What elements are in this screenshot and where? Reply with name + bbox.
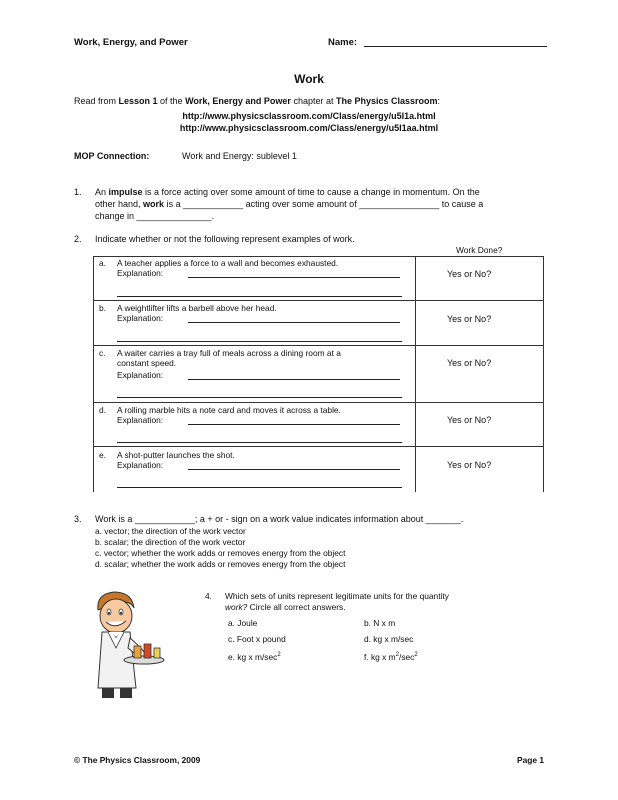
explanation-label: Explanation: (117, 268, 164, 278)
table-divider (415, 256, 416, 492)
q3-text: Work is a ____________; a + or - sign on a work value indicates information about _______. (95, 514, 464, 524)
yes-no-choice[interactable]: Yes or No? (447, 415, 492, 425)
q3-option-a[interactable]: a. vector; the direction of the work vector (95, 526, 246, 536)
q3-option-c[interactable]: c. vector; whether the work adds or removes energy from the object (95, 548, 346, 558)
explanation-blank[interactable] (188, 469, 400, 470)
explanation-label: Explanation: (117, 415, 164, 425)
explanation-blank[interactable] (117, 341, 402, 342)
explanation-blank[interactable] (117, 442, 402, 443)
page-title: Work (294, 72, 324, 86)
footer-page-number: Page 1 (517, 755, 545, 765)
explanation-blank[interactable] (188, 322, 400, 323)
q3-option-d[interactable]: d. scalar; whether the work adds or removes energy from the object (95, 559, 346, 569)
row-divider (93, 402, 543, 403)
q3-number: 3. (74, 514, 82, 524)
row-divider (93, 300, 543, 301)
row-letter: d. (99, 405, 106, 415)
row-letter: e. (99, 450, 106, 460)
table-top-border (93, 256, 543, 257)
row-text-continued: constant speed. (117, 358, 177, 368)
row-letter: a. (99, 258, 106, 268)
q1-line1: An impulse is a force acting over some amount of time to cause a change in momentum. On the (95, 187, 480, 197)
q1-line3: change in _______________. (95, 211, 215, 221)
url-1[interactable]: http://www.physicsclassroom.com/Class/energy/u5l1a.html (182, 111, 436, 121)
explanation-label: Explanation: (117, 370, 164, 380)
q4-option-b[interactable]: b. N x m (364, 618, 396, 628)
q4-option-f[interactable]: f. kg x $m^2/\sec^2$ (364, 652, 418, 662)
row-letter: b. (99, 303, 106, 313)
row-text: A rolling marble hits a note card and moves it across a table. (117, 405, 341, 415)
name-blank[interactable] (364, 46, 547, 47)
explanation-label: Explanation: (117, 460, 164, 470)
explanation-blank[interactable] (188, 424, 400, 425)
explanation-blank[interactable] (117, 296, 402, 297)
row-text: A weightlifter lifts a barbell above her head. (117, 303, 277, 313)
row-letter: c. (99, 348, 106, 358)
q4-option-e[interactable]: e. kg x $m/\sec^2$ (228, 652, 281, 662)
q1-number: 1. (74, 187, 82, 197)
q1-line2: other hand, work is a ____________ acting over some amount of ________________ to cause a (95, 199, 484, 209)
row-divider (93, 345, 543, 346)
name-label: Name: (328, 37, 358, 48)
q4-number: 4. (205, 591, 212, 601)
q3-option-b[interactable]: b. scalar; the direction of the work vector (95, 537, 246, 547)
q4-option-c[interactable]: c. Foot x pound (228, 634, 286, 644)
yes-no-choice[interactable]: Yes or No? (447, 358, 492, 368)
explanation-blank[interactable] (117, 397, 402, 398)
row-text: A shot-putter launches the shot. (117, 450, 235, 460)
footer-copyright: © The Physics Classroom, 2009 (74, 755, 201, 765)
url-2[interactable]: http://www.physicsclassroom.com/Class/energy/u5l1aa.html (179, 123, 439, 133)
q4-line2: work? Circle all correct answers. (225, 602, 346, 612)
row-text: A waiter carries a tray full of meals across a dining room at a (117, 348, 341, 358)
q4-option-a[interactable]: a. Joule (228, 618, 258, 628)
table-right-border (543, 256, 544, 492)
q4-line1: Which sets of units represent legitimate units for the quantity (225, 591, 449, 601)
explanation-blank[interactable] (188, 277, 400, 278)
row-divider (93, 446, 543, 447)
intro-line: Read from Lesson 1 of the Work, Energy and Power chapter at The Physics Classroom: (74, 96, 441, 106)
explanation-blank[interactable] (188, 379, 400, 380)
yes-no-choice[interactable]: Yes or No? (447, 269, 492, 279)
waiter-illustration (78, 588, 170, 700)
yes-no-choice[interactable]: Yes or No? (447, 460, 492, 470)
header-title: Work, Energy, and Power (74, 37, 188, 48)
yes-no-choice[interactable]: Yes or No? (447, 314, 492, 324)
mop-label: MOP Connection: (74, 151, 150, 161)
row-text: A teacher applies a force to a wall and becomes exhausted. (117, 258, 339, 268)
explanation-label: Explanation: (117, 313, 164, 323)
work-done-header: Work Done? (456, 245, 503, 255)
q2-text: Indicate whether or not the following represent examples of work. (95, 234, 355, 244)
explanation-blank[interactable] (117, 487, 402, 488)
table-left-border (93, 256, 94, 492)
mop-value: Work and Energy: sublevel 1 (182, 151, 297, 161)
q2-number: 2. (74, 234, 82, 244)
q4-option-d[interactable]: d. kg x m/sec (364, 634, 414, 644)
